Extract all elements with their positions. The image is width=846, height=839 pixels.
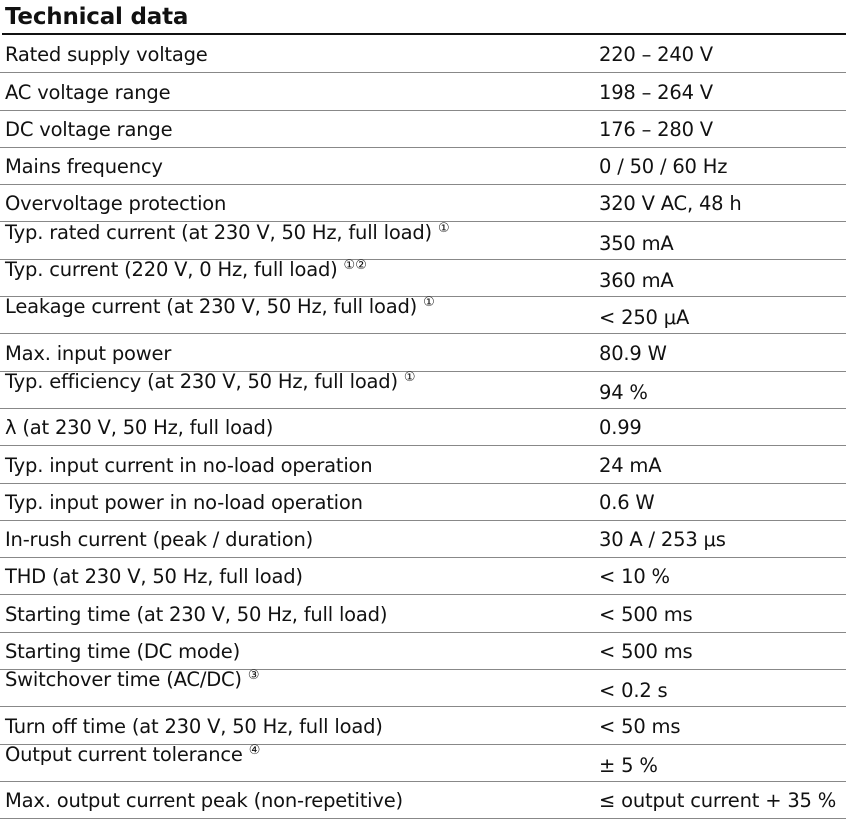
table-row <box>0 558 846 595</box>
row-value: 30 A / 253 μs <box>599 528 726 552</box>
row-label: Rated supply voltage <box>5 43 208 67</box>
row-label: Overvoltage protection <box>5 192 227 216</box>
footnote-marker: ①② <box>343 258 367 274</box>
row-label: Typ. input power in no-load operation <box>5 490 363 514</box>
row-value: < 500 ms <box>599 602 693 626</box>
row-value: 94 % <box>599 380 648 404</box>
row-label: Typ. rated current (at 230 V, 50 Hz, full load) ① <box>5 220 450 244</box>
row-value: < 50 ms <box>599 714 681 738</box>
footnote-marker: ① <box>423 295 435 311</box>
table-row <box>0 742 846 782</box>
row-value: 0.6 W <box>599 490 655 514</box>
row-value: < 250 μA <box>599 306 690 330</box>
row-label: Leakage current (at 230 V, 50 Hz, full load) ① <box>5 295 435 319</box>
row-label: Mains frequency <box>5 155 163 179</box>
page-title: Technical data <box>5 4 189 30</box>
row-value: 220 – 240 V <box>599 43 713 67</box>
title-divider <box>2 33 846 35</box>
row-label: Turn off time (at 230 V, 50 Hz, full load) <box>5 714 383 738</box>
table-row <box>0 782 846 819</box>
row-value: ≤ output current + 35 % <box>599 789 837 813</box>
row-value: 24 mA <box>599 453 662 477</box>
spec-table <box>0 36 846 819</box>
row-label: Starting time (at 230 V, 50 Hz, full load) <box>5 602 388 626</box>
table-row <box>0 446 846 483</box>
row-label: Max. input power <box>5 341 172 365</box>
row-value: 80.9 W <box>599 341 667 365</box>
row-label: THD (at 230 V, 50 Hz, full load) <box>5 565 303 589</box>
row-label: DC voltage range <box>5 117 173 141</box>
row-label: Typ. efficiency (at 230 V, 50 Hz, full load) ① <box>5 369 416 393</box>
row-value: 350 mA <box>599 231 674 255</box>
table-row <box>0 148 846 185</box>
row-value: 360 mA <box>599 269 674 293</box>
row-label: In-rush current (peak / duration) <box>5 528 314 552</box>
row-value: ± 5 % <box>599 753 658 777</box>
footnote-marker: ④ <box>248 742 261 758</box>
row-value: 198 – 264 V <box>599 80 713 104</box>
row-label: Switchover time (AC/DC) ③ <box>5 668 260 692</box>
table-row <box>0 521 846 558</box>
row-label: Typ. input current in no-load operation <box>5 453 373 477</box>
row-label: Max. output current peak (non-repetitive) <box>5 789 403 813</box>
row-label: Starting time (DC mode) <box>5 640 240 664</box>
row-value: < 10 % <box>599 565 670 589</box>
row-value: 0 / 50 / 60 Hz <box>599 155 728 179</box>
footnote-marker: ① <box>437 220 450 236</box>
table-row <box>0 111 846 148</box>
row-label: λ (at 230 V, 50 Hz, full load) <box>5 416 274 440</box>
table-row <box>0 484 846 521</box>
row-value: 0.99 <box>599 416 642 440</box>
row-value: < 500 ms <box>599 640 693 664</box>
table-row <box>0 670 846 707</box>
table-row <box>0 36 846 73</box>
footnote-marker: ① <box>403 369 416 385</box>
table-row <box>0 297 846 334</box>
table-row <box>0 409 846 446</box>
row-label: AC voltage range <box>5 80 171 104</box>
row-label: Typ. current (220 V, 0 Hz, full load) ①② <box>5 258 367 282</box>
row-label: Output current tolerance ④ <box>5 742 261 766</box>
footnote-marker: ③ <box>247 668 260 684</box>
table-row <box>0 595 846 632</box>
table-row <box>0 369 846 409</box>
row-value: 320 V AC, 48 h <box>599 192 742 216</box>
table-row <box>0 73 846 110</box>
row-value: 176 – 280 V <box>599 117 713 141</box>
row-value: < 0.2 s <box>599 679 668 703</box>
